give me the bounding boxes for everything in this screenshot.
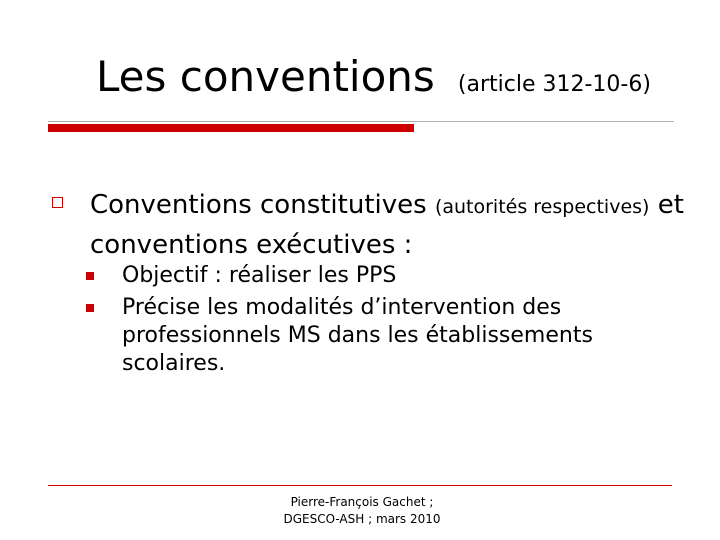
sub-bullet-item — [86, 262, 686, 290]
title-accent-bar — [48, 124, 414, 132]
footer-divider-line — [48, 485, 672, 486]
filled-square-bullet-icon — [86, 272, 94, 280]
footer — [242, 494, 482, 528]
footer-author: Pierre-François Gachet ; — [290, 495, 434, 509]
hollow-square-bullet-icon — [52, 197, 63, 208]
title-main: Les conventions — [96, 52, 435, 101]
sub-bullet-item — [86, 294, 686, 378]
sub-bullet-list — [86, 262, 686, 382]
sub-bullet-text: Objectif : réaliser les PPS — [122, 263, 397, 288]
title-article-note: (article 312-10-6) — [457, 72, 651, 97]
bullet-text-part1: Conventions constitutives — [90, 190, 435, 220]
footer-source-date: DGESCO-ASH ; mars 2010 — [283, 512, 441, 526]
main-bullet-text — [90, 186, 690, 264]
bullet-text-small: (autorités respectives) — [434, 196, 650, 218]
title-divider-line — [48, 121, 674, 122]
slide-title — [96, 52, 651, 101]
bullet-text-part2: et conventions exécutives : — [90, 190, 684, 260]
filled-square-bullet-icon — [86, 304, 94, 312]
sub-bullet-text: Précise les modalités d’intervention des professionnels MS dans les établissements scolaires. — [122, 295, 593, 376]
